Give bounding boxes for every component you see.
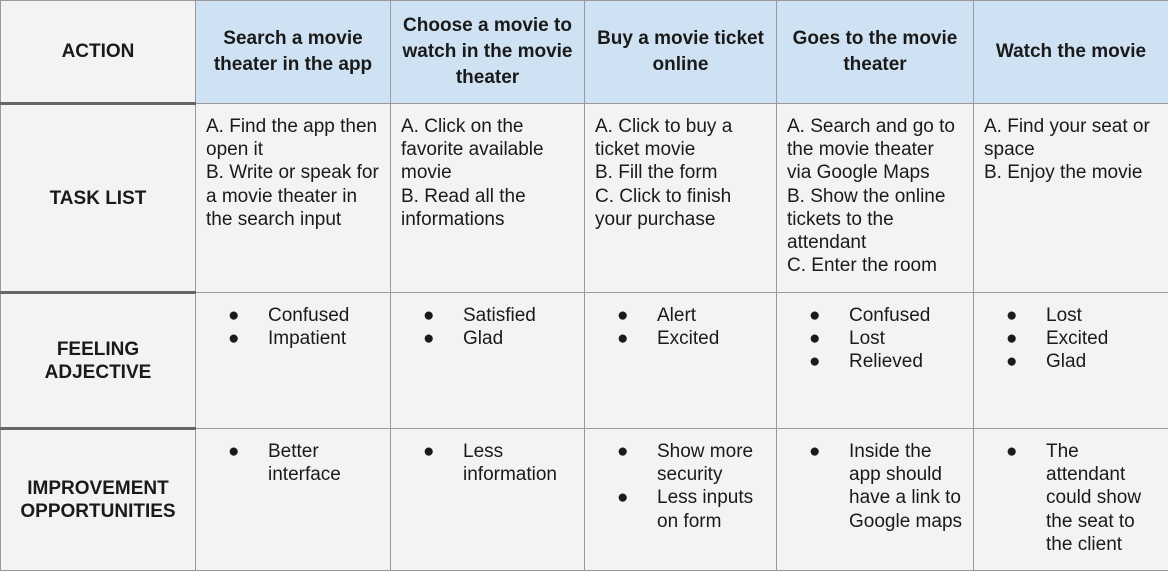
bullet-icon: ● bbox=[423, 304, 434, 327]
task-item: B. Read all the informations bbox=[401, 185, 574, 231]
stage-header-2 bbox=[391, 1, 585, 104]
list-item bbox=[777, 350, 965, 373]
task-item: B. Fill the form bbox=[595, 161, 766, 184]
list-item bbox=[974, 327, 1160, 350]
bullet-icon: ● bbox=[617, 304, 628, 327]
task-item: C. Enter the room bbox=[787, 254, 963, 277]
feeling-text: Lost bbox=[1046, 305, 1082, 326]
stage-title: Buy a movie ticket online bbox=[597, 28, 764, 75]
improvement-cell-5 bbox=[974, 429, 1168, 571]
action-row-label bbox=[1, 1, 196, 104]
feeling-text: Impatient bbox=[268, 328, 346, 349]
feeling-cell-2 bbox=[391, 293, 585, 429]
bullet-icon: ● bbox=[1006, 350, 1017, 373]
improvement-row-label bbox=[1, 429, 196, 571]
task-list-label-text: TASK LIST bbox=[50, 188, 147, 209]
stage-header-1 bbox=[196, 1, 391, 104]
improvement-text: Show more security bbox=[657, 441, 753, 485]
feeling-text: Confused bbox=[849, 305, 930, 326]
feeling-text: Excited bbox=[1046, 328, 1108, 349]
bullet-icon: ● bbox=[228, 440, 239, 463]
bullet-icon: ● bbox=[423, 440, 434, 463]
improvement-text: Inside the app should have a link to Google maps bbox=[849, 441, 962, 532]
stage-header-3 bbox=[585, 1, 777, 104]
improvement-cell-1 bbox=[196, 429, 391, 571]
task-cell-2 bbox=[391, 104, 585, 293]
task-cell-4 bbox=[777, 104, 974, 293]
action-label-text: ACTION bbox=[62, 41, 135, 62]
feeling-cell-5 bbox=[974, 293, 1168, 429]
bullet-icon: ● bbox=[809, 327, 820, 350]
list-item bbox=[974, 304, 1160, 327]
improvement-text: Less inputs on form bbox=[657, 487, 753, 531]
task-item: B. Enjoy the movie bbox=[984, 161, 1158, 184]
stage-title: Choose a movie to watch in the movie theater bbox=[403, 15, 573, 88]
task-cell-3 bbox=[585, 104, 777, 293]
list-item bbox=[585, 327, 768, 350]
list-item bbox=[391, 327, 576, 350]
task-item: A. Find the app then open it bbox=[206, 115, 380, 161]
feeling-text: Relieved bbox=[849, 351, 923, 372]
task-list-row-label bbox=[1, 104, 196, 293]
bullet-icon: ● bbox=[228, 327, 239, 350]
list-item bbox=[196, 327, 382, 350]
feeling-text: Glad bbox=[463, 328, 503, 349]
task-item: A. Click to buy a ticket movie bbox=[595, 115, 766, 161]
feeling-cell-1 bbox=[196, 293, 391, 429]
list-item bbox=[777, 440, 965, 533]
improvement-text: Less information bbox=[463, 441, 557, 485]
improvement-row bbox=[1, 429, 1168, 571]
list-item bbox=[196, 304, 382, 327]
bullet-icon: ● bbox=[1006, 327, 1017, 350]
bullet-icon: ● bbox=[1006, 440, 1017, 463]
bullet-icon: ● bbox=[809, 440, 820, 463]
improvement-cell-2 bbox=[391, 429, 585, 571]
feeling-text: Satisfied bbox=[463, 305, 536, 326]
task-item: C. Click to finish your purchase bbox=[595, 185, 766, 231]
list-item bbox=[585, 440, 768, 486]
list-item bbox=[777, 304, 965, 327]
task-cell-5 bbox=[974, 104, 1168, 293]
feeling-text: Lost bbox=[849, 328, 885, 349]
task-item: B. Show the online tickets to the attendant bbox=[787, 185, 963, 255]
list-item bbox=[196, 440, 382, 486]
list-item bbox=[391, 440, 576, 486]
feeling-row bbox=[1, 293, 1168, 429]
improvement-text: Better interface bbox=[268, 441, 341, 485]
feeling-text: Confused bbox=[268, 305, 349, 326]
feeling-row-label bbox=[1, 293, 196, 429]
stage-header-4 bbox=[777, 1, 974, 104]
bullet-icon: ● bbox=[1006, 304, 1017, 327]
task-item: A. Search and go to the movie theater via Google Maps bbox=[787, 115, 963, 185]
improvement-cell-3 bbox=[585, 429, 777, 571]
feeling-text: Excited bbox=[657, 328, 719, 349]
bullet-icon: ● bbox=[617, 486, 628, 509]
bullet-icon: ● bbox=[617, 327, 628, 350]
improvement-label-line: IMPROVEMENT bbox=[27, 478, 168, 499]
feeling-cell-4 bbox=[777, 293, 974, 429]
bullet-icon: ● bbox=[809, 350, 820, 373]
improvement-label-line: OPPORTUNITIES bbox=[20, 501, 175, 522]
task-item: A. Find your seat or space bbox=[984, 115, 1158, 161]
stage-title: Goes to the movie theater bbox=[793, 28, 958, 75]
list-item bbox=[391, 304, 576, 327]
task-item: A. Click on the favorite available movie bbox=[401, 115, 574, 185]
feeling-cell-3 bbox=[585, 293, 777, 429]
task-list-row bbox=[1, 104, 1168, 293]
stage-header-5 bbox=[974, 1, 1168, 104]
list-item bbox=[585, 304, 768, 327]
bullet-icon: ● bbox=[617, 440, 628, 463]
list-item bbox=[777, 327, 965, 350]
improvement-cell-4 bbox=[777, 429, 974, 571]
stage-title: Watch the movie bbox=[996, 41, 1146, 62]
feeling-label-line: FEELING bbox=[57, 339, 139, 360]
task-item: B. Write or speak for a movie theater in the search input bbox=[206, 161, 380, 231]
feeling-text: Glad bbox=[1046, 351, 1086, 372]
task-cell-1 bbox=[196, 104, 391, 293]
bullet-icon: ● bbox=[809, 304, 820, 327]
feeling-text: Alert bbox=[657, 305, 696, 326]
bullet-icon: ● bbox=[228, 304, 239, 327]
bullet-icon: ● bbox=[423, 327, 434, 350]
list-item bbox=[585, 486, 768, 532]
list-item bbox=[974, 350, 1160, 373]
improvement-text: The attendant could show the seat to the client bbox=[1046, 441, 1141, 555]
list-item bbox=[974, 440, 1160, 556]
stage-title: Search a movie theater in the app bbox=[214, 28, 372, 75]
header-row bbox=[1, 1, 1168, 104]
feeling-label-line: ADJECTIVE bbox=[45, 362, 152, 383]
